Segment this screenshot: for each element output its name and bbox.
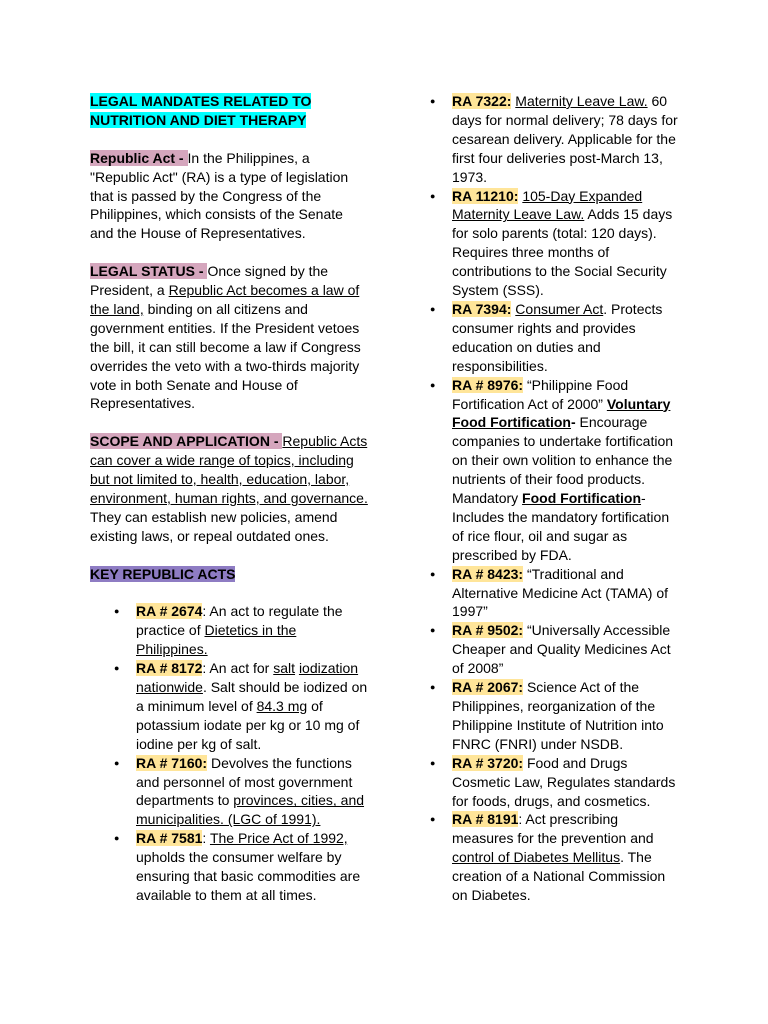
list-item	[430, 565, 680, 622]
scope-paragraph	[90, 432, 370, 545]
list-item	[114, 829, 370, 905]
act-bold-underlined: Food Fortification	[522, 490, 642, 507]
act-underlined: control of Diabetes Mellitus	[452, 849, 621, 866]
act-text: :	[202, 830, 210, 847]
legal-status-paragraph	[90, 262, 370, 413]
act-text: : Act prescribing measures for the prevention and	[452, 811, 654, 847]
act-code: RA # 7160:	[136, 754, 208, 771]
key-acts-heading	[90, 565, 370, 584]
act-code: RA # 8191	[452, 811, 519, 828]
list-item	[430, 621, 680, 678]
act-text: Devolves the functions and personnel of most government departments to	[136, 754, 353, 809]
list-item	[430, 187, 680, 300]
page-title	[90, 92, 370, 130]
act-text: Science Act of the Philippines, reorganization of the Philippine Institute of Nutrition into FNRC (FNRI) under NSDB.	[452, 679, 664, 752]
act-text: upholds the consumer welfare by ensuring that basic commodities are available to them at all times.	[136, 849, 361, 903]
act-text: : An act to regulate the practice of	[136, 603, 343, 639]
list-item	[430, 300, 680, 376]
legal-status-text-2: binding on all citizens and government entities. If the President vetoes the bill, it can still become a law if Congress overrides the veto with a two-thirds majority vote in both Senate and House of Representatives.	[90, 300, 361, 412]
act-text: . Protects consumer rights and provides education on duties and responsibilities.	[452, 300, 663, 374]
act-text: : An act for	[202, 660, 274, 677]
republic-act-label: Republic Act -	[90, 149, 188, 166]
right-column	[430, 92, 680, 905]
legal-status-label: LEGAL STATUS -	[90, 263, 208, 280]
act-text: “Universally Accessible Cheaper and Quality Medicines Act of 2008”	[452, 622, 671, 677]
republic-act-definition	[90, 149, 370, 244]
act-code: RA # 8976:	[452, 376, 524, 393]
act-text: “Traditional and Alternative Medicine Act (TAMA) of 1997”	[452, 565, 669, 620]
act-code: RA # 8172	[136, 660, 203, 677]
act-code: RA 7394:	[452, 300, 512, 317]
act-underlined: 105-Day Expanded Maternity Leave Law.	[452, 187, 643, 223]
act-text: “Philippine Food Fortification Act of 2000”	[452, 376, 629, 412]
act-underlined: provinces, cities, and municipalities. (LGC of 1991).	[136, 792, 365, 828]
act-code: RA # 9502:	[452, 622, 524, 639]
act-underlined: 84.3 mg	[256, 697, 308, 714]
list-item	[430, 754, 680, 811]
title-line-1: LEGAL MANDATES RELATED TO	[90, 93, 312, 109]
list-item	[430, 678, 680, 754]
list-item	[114, 754, 370, 830]
republic-act-text: In the Philippines, a "Republic Act" (RA) is a type of legislation that is passed by the Congress of the Philippines, which consists of the Senate and the House of Representatives.	[90, 149, 349, 242]
act-code: RA 11210:	[452, 187, 519, 204]
act-text: . Salt should be iodized on a minimum level of	[136, 679, 368, 714]
act-code: RA 7322:	[452, 93, 512, 109]
act-code: RA # 2674	[136, 603, 203, 620]
list-item	[430, 376, 680, 565]
act-text: Food and Drugs Cosmetic Law, Regulates standards for foods, drugs, and cosmetics.	[452, 754, 676, 809]
act-underlined: iodization nationwide	[136, 660, 359, 696]
scope-text: They can establish new policies, amend existing laws, or repeal outdated ones.	[90, 508, 338, 544]
act-underlined: The Price Act of 1992,	[209, 830, 348, 847]
list-item	[114, 659, 370, 754]
act-text: 60 days for normal delivery; 78 days for cesarean delivery. Applicable for the first four deliveries post-March 13, 1973.	[452, 93, 678, 185]
act-bold: -	[570, 414, 576, 431]
act-text: . The creation of a National Commission on Diabetes.	[452, 849, 666, 904]
act-text: Encourage companies to undertake fortification on their own volition to enhance the nutrients of their food products. Mandatory	[452, 414, 674, 507]
list-item	[114, 602, 370, 659]
act-code: RA # 7581	[136, 830, 203, 847]
scope-underlined: Republic Acts can cover a wide range of topics, including but not limited to, health, education, labor, environment, human rights, and governance.	[90, 433, 368, 506]
list-item	[430, 92, 680, 187]
act-code: RA # 2067:	[452, 679, 524, 696]
right-acts-list	[430, 92, 680, 905]
act-code: RA # 3720:	[452, 754, 524, 771]
act-bold-underlined: Voluntary Food Fortification	[452, 395, 671, 431]
left-column	[90, 92, 370, 905]
left-acts-list	[90, 602, 370, 905]
legal-status-underlined: Republic Act becomes a law of the land,	[90, 282, 360, 317]
act-text: of potassium iodate per kg or 10 mg of iodine per kg of salt.	[136, 697, 360, 752]
key-acts-heading-text: KEY REPUBLIC ACTS	[90, 565, 236, 582]
act-text: - Includes the mandatory fortification of rice flour, oil and sugar as prescribed by FDA.	[452, 490, 670, 563]
list-item	[430, 810, 680, 905]
act-code: RA # 8423:	[452, 565, 524, 582]
title-line-2: NUTRITION AND DIET THERAPY	[90, 111, 307, 128]
act-underlined: Maternity Leave Law.	[515, 93, 648, 109]
scope-label: SCOPE AND APPLICATION -	[90, 433, 283, 450]
act-underlined: salt	[273, 660, 296, 677]
legal-status-text: Once signed by the President, a	[90, 263, 329, 299]
act-underlined: Dietetics in the Philippines.	[136, 622, 297, 658]
act-underlined: Consumer Act	[515, 300, 604, 317]
act-text: Adds 15 days for solo parents (total: 120 days). Requires three months of contributions to the Social Security System (SSS).	[452, 206, 673, 299]
